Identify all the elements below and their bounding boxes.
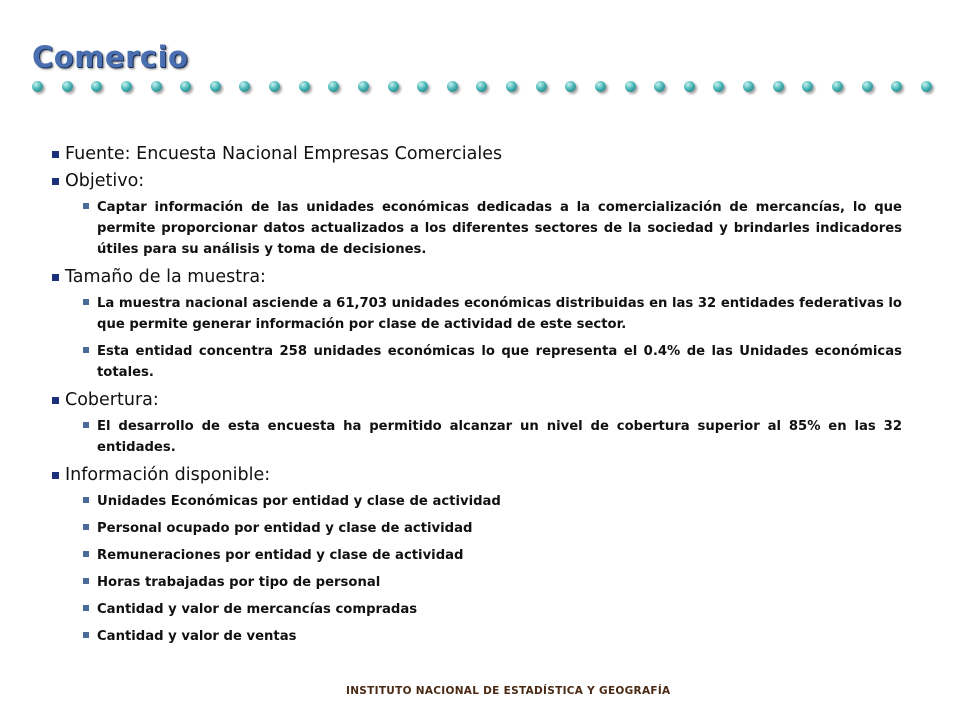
divider-dot [91, 81, 102, 92]
sub-bullet-text: El desarrollo de esta encuesta ha permitido alcanzar un nivel de cobertura superior al 85% en las 32 entidades. [97, 419, 902, 455]
section-heading-item [52, 170, 902, 192]
divider-dot [713, 81, 724, 92]
sub-bullet-item [83, 626, 902, 647]
divider-dot [62, 81, 73, 92]
sub-bullet-item [83, 197, 902, 260]
section-heading-item [52, 266, 902, 288]
square-bullet-icon [52, 472, 59, 479]
square-bullet-icon [52, 151, 59, 158]
square-bullet-icon [52, 178, 59, 185]
square-bullet-icon [83, 524, 89, 530]
square-bullet-icon [83, 422, 89, 428]
divider-dot [476, 81, 487, 92]
square-bullet-icon [83, 497, 89, 503]
divider-dot [802, 81, 813, 92]
sub-bullet-text: Personal ocupado por entidad y clase de actividad [97, 521, 473, 536]
square-bullet-icon [83, 203, 89, 209]
sub-bullet-item [83, 491, 902, 512]
divider-dot [595, 81, 606, 92]
section-heading-item [52, 389, 902, 411]
divider-dot [832, 81, 843, 92]
divider-dot [299, 81, 310, 92]
square-bullet-icon [83, 347, 89, 353]
divider-dot [239, 81, 250, 92]
sub-bullet-item [83, 572, 902, 593]
square-bullet-icon [83, 632, 89, 638]
footer-logo-text: INSTITUTO NACIONAL DE ESTADÍSTICA Y GEOGRAFÍA [346, 685, 671, 697]
sub-bullet-item [83, 545, 902, 566]
divider-dot [506, 81, 517, 92]
section-heading: Objetivo: [65, 171, 145, 191]
sub-bullet-text: Cantidad y valor de mercancías compradas [97, 602, 418, 617]
divider-dot [269, 81, 280, 92]
sub-bullet-item [83, 341, 902, 383]
section-heading: Cobertura: [65, 390, 159, 410]
divider-dot [625, 81, 636, 92]
square-bullet-icon [83, 578, 89, 584]
section-heading: Fuente: Encuesta Nacional Empresas Comerciales [65, 144, 503, 164]
divider-dot [328, 81, 339, 92]
sub-bullet-text: Esta entidad concentra 258 unidades económicas lo que representa el 0.4% de las Unidades económicas totales. [97, 344, 902, 380]
divider-dot [121, 81, 132, 92]
divider-dot [536, 81, 547, 92]
sub-bullet-item [83, 518, 902, 539]
sub-bullet-item [83, 416, 902, 458]
divider-dot [891, 81, 902, 92]
section-heading-item [52, 464, 902, 486]
square-bullet-icon [52, 397, 59, 404]
divider-dot [32, 81, 43, 92]
divider-dot [151, 81, 162, 92]
sub-bullet-item [83, 599, 902, 620]
divider-dot [743, 81, 754, 92]
divider-dot [654, 81, 665, 92]
divider-dot [684, 81, 695, 92]
dotted-divider [32, 78, 932, 94]
sub-bullet-text: Remuneraciones por entidad y clase de actividad [97, 548, 464, 563]
sub-bullet-text: La muestra nacional asciende a 61,703 unidades económicas distribuidas en las 32 entidades federativas lo que permite generar información por clase de actividad de este sector. [97, 296, 902, 332]
divider-dot [388, 81, 399, 92]
divider-dot [862, 81, 873, 92]
divider-dot [921, 81, 932, 92]
sub-bullet-text: Captar información de las unidades económicas dedicadas a la comercialización de mercancías, lo que permite proporcionar datos actualizados a los diferentes sectores de la sociedad y brindarles indicadores útiles para su análisis y toma de decisiones. [97, 200, 902, 257]
section-heading-item [52, 143, 902, 165]
divider-dot [210, 81, 221, 92]
divider-dot [417, 81, 428, 92]
divider-dot [180, 81, 191, 92]
square-bullet-icon [52, 274, 59, 281]
slide-title: Comercio [32, 40, 189, 74]
sub-bullet-text: Cantidad y valor de ventas [97, 629, 297, 644]
section-heading: Tamaño de la muestra: [65, 267, 266, 287]
square-bullet-icon [83, 551, 89, 557]
sub-bullet-text: Horas trabajadas por tipo de personal [97, 575, 381, 590]
sub-bullet-text: Unidades Económicas por entidad y clase de actividad [97, 494, 501, 509]
sub-bullet-item [83, 293, 902, 335]
bullet-list [52, 143, 902, 653]
divider-dot [447, 81, 458, 92]
square-bullet-icon [83, 605, 89, 611]
divider-dot [358, 81, 369, 92]
divider-dot [565, 81, 576, 92]
divider-dot [773, 81, 784, 92]
section-heading: Información disponible: [65, 465, 271, 485]
square-bullet-icon [83, 299, 89, 305]
